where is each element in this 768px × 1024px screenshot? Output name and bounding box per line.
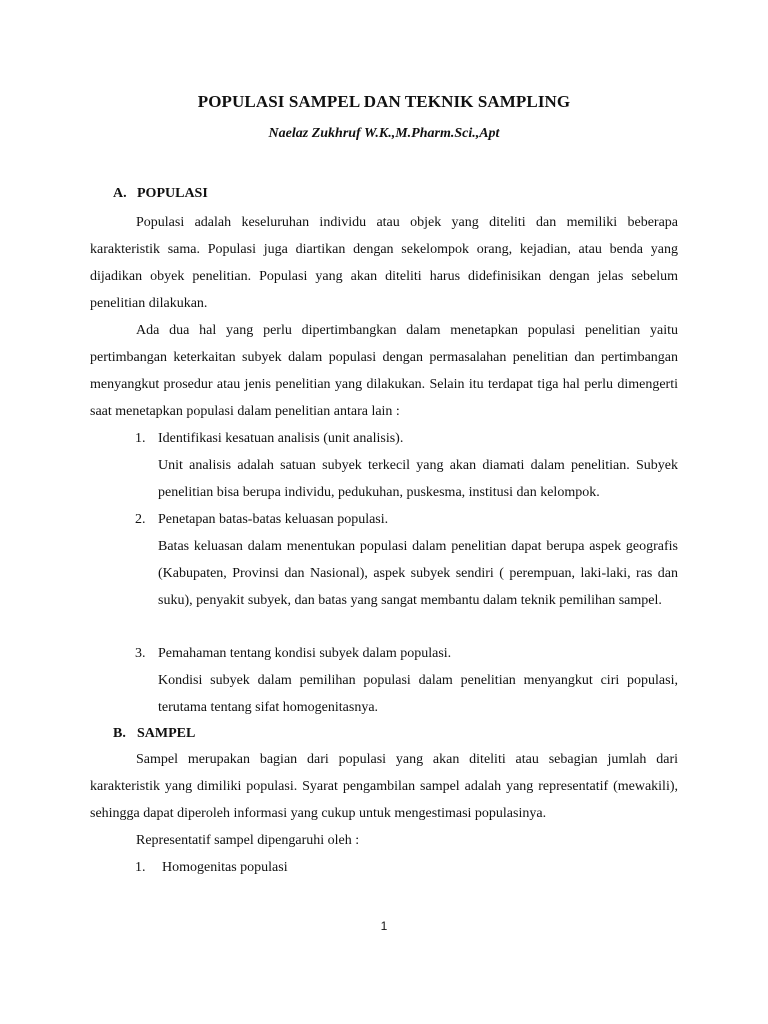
section-a-heading (113, 180, 208, 207)
list-item-number: 1. (135, 431, 146, 446)
section-b-letter: B. (113, 726, 126, 741)
section-a-paragraph-1-text: Populasi adalah keseluruhan individu atau objek yang diteliti dan memiliki beberapa karakteristik sama. Populasi juga diartikan dengan sekelompok orang, kejadian, atau benda yang dijadikan obyek penelitian. Populasi yang akan diteliti harus didefinisikan dengan jelas sebelum penelitian dilakukan. (90, 215, 678, 311)
list-item-number: 1. (135, 860, 146, 875)
list-item-title: Penetapan batas-batas keluasan populasi. (158, 512, 389, 527)
section-b-paragraph-2 (90, 827, 678, 854)
document-title: POPULASI SAMPEL DAN TEKNIK SAMPLING (197, 92, 571, 111)
population-list-item-3-body: Kondisi subyek dalam pemilihan populasi dalam penelitian menyangkut ciri populasi, terutama tentang sifat homogenitasnya. (158, 673, 678, 715)
list-item-number: 2. (135, 512, 146, 527)
list-item-number: 3. (135, 646, 146, 661)
section-a-title: POPULASI (137, 186, 208, 201)
section-a-paragraph-2-text: Ada dua hal yang perlu dipertimbangkan dalam menetapkan populasi penelitian yaitu pertimbangan keterkaitan subyek dalam populasi dengan permasalahan penelitian dan pertimbangan menyangkut prosedur atau jenis penelitian yang dilakukan. Selain itu terdapat tiga hal perlu dimengerti saat menetapkan populasi dalam penelitian antara lain : (90, 323, 678, 419)
population-list-item-1-body: Unit analisis adalah satuan subyek terkecil yang akan diamati dalam penelitian. Subyek penelitian bisa berupa individu, pedukuhan, puskesma, institusi dan kelompok. (158, 458, 678, 500)
section-b-paragraph-1 (90, 746, 678, 827)
section-b-paragraph-2-text: Representatif sampel dipengaruhi oleh : (136, 833, 360, 848)
section-b-title: SAMPEL (137, 726, 196, 741)
section-a-paragraph-1 (90, 209, 678, 317)
section-b-heading (113, 720, 195, 747)
section-a-letter: A. (113, 186, 127, 201)
section-a-paragraph-2 (90, 317, 678, 425)
list-item-title: Homogenitas populasi (162, 860, 288, 875)
document-author: Naelaz Zukhruf W.K.,M.Pharm.Sci.,Apt (268, 126, 500, 141)
list-item-title: Pemahaman tentang kondisi subyek dalam populasi. (158, 646, 452, 661)
population-list-item-2-body: Batas keluasan dalam menentukan populasi dalam penelitian dapat berupa aspek geografis (Kabupaten, Provinsi dan Nasional), aspek subyek sendiri ( perempuan, laki-laki, ras dan suku), penyakit subyek, dan batas yang sangat membantu dalam teknik pemilihan sampel. (158, 539, 678, 608)
section-b-paragraph-1-text: Sampel merupakan bagian dari populasi yang akan diteliti atau sebagian jumlah dari karakteristik yang dimiliki populasi. Syarat pengambilan sampel adalah yang representatif (mewakili), sehingga dapat diperoleh informasi yang cukup untuk mengestimasi populasinya. (90, 752, 678, 821)
list-item-title: Identifikasi kesatuan analisis (unit analisis). (158, 431, 404, 446)
page-number: 1 (380, 919, 388, 933)
